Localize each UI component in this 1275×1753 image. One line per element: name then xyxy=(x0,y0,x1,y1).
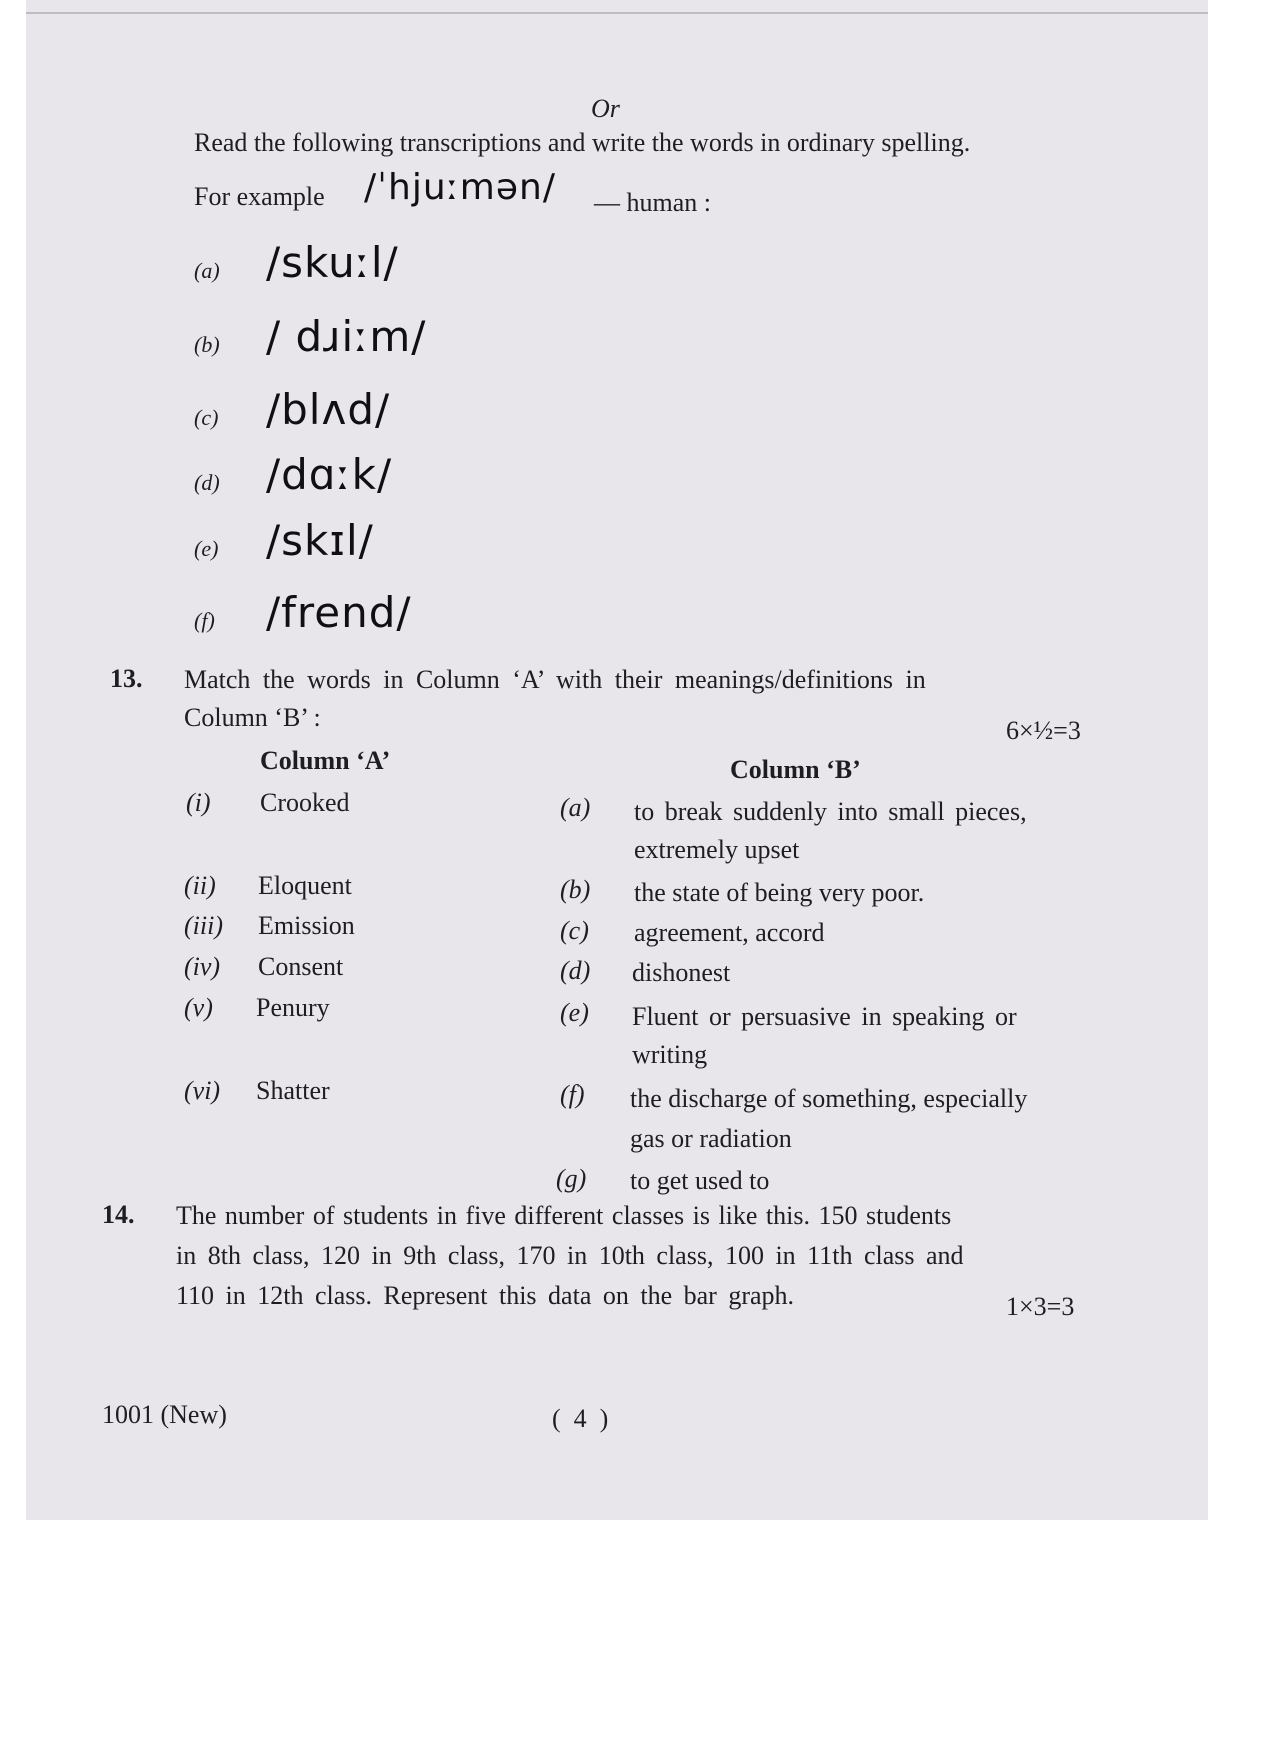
column-a-word: Emission xyxy=(258,911,355,940)
column-b-text: agreement, accord xyxy=(634,918,825,947)
marks: 6×½=3 xyxy=(1006,716,1081,745)
transcription-label: (b) xyxy=(194,332,220,357)
transcription-label: (d) xyxy=(194,470,220,495)
or-heading: Or xyxy=(591,94,620,123)
question-text: The number of students in five different classes is like this. 150 students xyxy=(176,1201,952,1230)
column-a-word: Consent xyxy=(258,952,344,981)
transcription-item: /skuːl/ xyxy=(266,238,399,287)
column-b-text: the state of being very poor. xyxy=(634,878,925,907)
column-b-heading: Column ‘B’ xyxy=(730,755,861,784)
column-a-label: (i) xyxy=(186,788,211,817)
example-prefix: For example xyxy=(194,182,325,211)
transcription-item: /blʌd/ xyxy=(266,385,391,434)
column-b-text: writing xyxy=(632,1040,708,1069)
question-text: Column ‘B’ : xyxy=(184,703,321,732)
column-b-text: dishonest xyxy=(632,958,731,987)
column-a-word: Eloquent xyxy=(258,871,352,900)
column-b-label: (f) xyxy=(560,1080,585,1109)
column-b-text: gas or radiation xyxy=(630,1124,792,1153)
column-b-label: (g) xyxy=(556,1164,587,1193)
column-a-word: Shatter xyxy=(256,1076,330,1105)
question-text: Match the words in Column ‘A’ with their meanings/definitions in xyxy=(184,665,926,694)
column-b-label: (a) xyxy=(560,793,591,822)
marks: 1×3=3 xyxy=(1006,1292,1075,1321)
transcription-label: (e) xyxy=(194,536,219,561)
transcription-item: /frend/ xyxy=(266,588,412,637)
column-a-heading: Column ‘A’ xyxy=(260,746,391,775)
column-a-label: (ii) xyxy=(184,871,216,900)
transcription-item: /dɑːk/ xyxy=(266,450,393,499)
transcription-label: (f) xyxy=(194,608,215,633)
column-a-word: Crooked xyxy=(260,788,350,817)
page-number: ( 4 ) xyxy=(552,1404,609,1433)
question-text: 110 in 12th class. Represent this data on the bar graph. xyxy=(176,1281,795,1310)
column-b-label: (b) xyxy=(560,875,591,904)
paper-code: 1001 (New) xyxy=(102,1400,227,1429)
column-b-text: Fluent or persuasive in speaking or xyxy=(632,1002,1017,1031)
exam-page xyxy=(26,0,1208,1520)
transcription-item: / dɹiːm/ xyxy=(266,312,427,361)
column-a-label: (iv) xyxy=(184,952,221,981)
column-a-label: (v) xyxy=(184,993,213,1022)
transcription-label: (a) xyxy=(194,258,220,283)
question-number: 14. xyxy=(102,1200,135,1229)
example-answer: — human : xyxy=(594,188,711,217)
column-b-label: (d) xyxy=(560,956,591,985)
column-b-text: the discharge of something, especially xyxy=(630,1084,1028,1113)
column-a-label: (iii) xyxy=(184,911,223,940)
transcription-label: (c) xyxy=(194,405,219,430)
column-b-text: to get used to xyxy=(630,1166,770,1195)
example-transcription: /ˈhjuːmən/ xyxy=(364,167,556,208)
question-number: 13. xyxy=(110,664,143,693)
column-b-label: (c) xyxy=(560,916,589,945)
transcription-item: /skɪl/ xyxy=(266,516,374,565)
column-b-label: (e) xyxy=(560,998,589,1027)
column-a-label: (vi) xyxy=(184,1076,221,1105)
column-b-text: extremely upset xyxy=(634,835,800,864)
transcription-instruction: Read the following transcriptions and write the words in ordinary spelling. xyxy=(194,128,971,157)
question-text: in 8th class, 120 in 9th class, 170 in 10th class, 100 in 11th class and xyxy=(176,1241,964,1270)
column-a-word: Penury xyxy=(256,993,330,1022)
column-b-text: to break suddenly into small pieces, xyxy=(634,797,1027,826)
